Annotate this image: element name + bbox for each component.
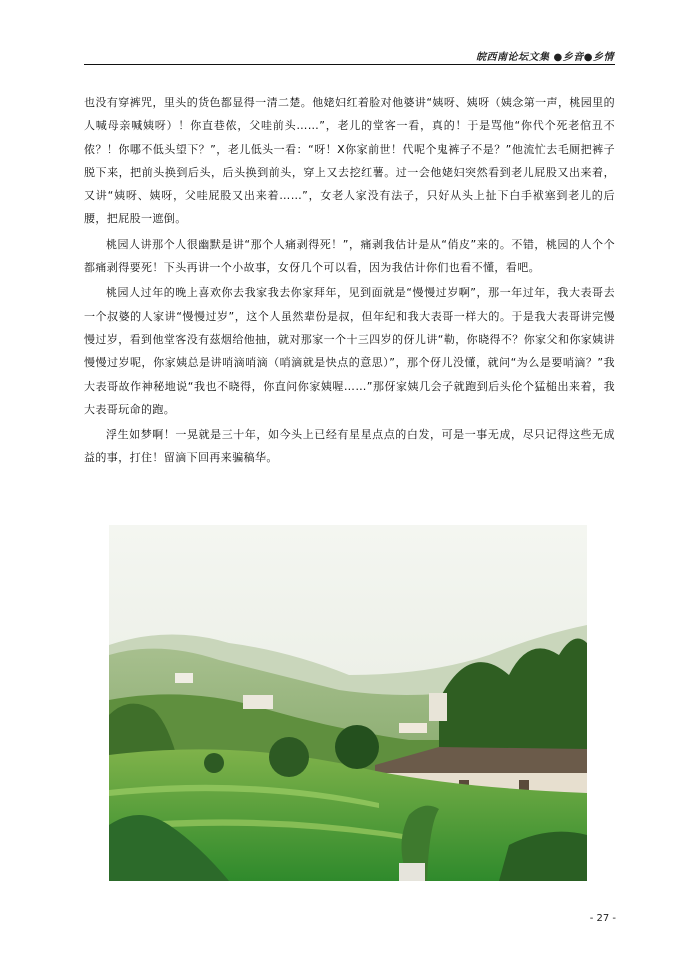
page-number: - 27 - bbox=[589, 913, 616, 924]
tall-house bbox=[429, 693, 447, 721]
paragraph-3: 桃园人过年的晚上喜欢你去我家我去你家拜年，见到面就是“慢慢过岁啊”，那一年过年，我大表哥去一个叔婆的人家讲“慢慢过岁”，这个人虽然辈份是叔，但年纪和我大表哥一样大的。于是我大表哥讲完慢慢过岁，看到他堂客没有茲烟给他抽，就对那家一个十三四岁的伢儿讲“勒，你晓得不？你家父和你家姨讲慢慢过岁呢，你家姨总是讲哨滴哨滴（哨滴就是快点的意思）”，那个伢儿没懂，就问“为么是要哨滴？”我大表哥故作神秘地说“我也不晓得，你直问你家姨喔……”那伢家姨几会子就跑到后头伦个猛槌出来着，我大表哥玩命的跑。 bbox=[84, 286, 615, 416]
hillside-house-2 bbox=[243, 695, 273, 709]
hillside-house-3 bbox=[399, 723, 427, 733]
header-rule bbox=[84, 64, 615, 65]
foreground-stone bbox=[399, 863, 425, 881]
tree-2 bbox=[335, 725, 379, 769]
hillside-house-1 bbox=[175, 673, 193, 683]
tree-1 bbox=[269, 737, 309, 777]
article-body bbox=[84, 91, 615, 470]
running-header-title: 皖西南论坛文集 ●乡音●乡情 bbox=[476, 52, 614, 63]
tree-3 bbox=[204, 753, 224, 773]
paragraph-4: 浮生如梦啊！一晃就是三十年，如今头上已经有星星点点的白发，可是一事无成，尽只记得这些无成益的事，打住！留滴下回再来骗稿华。 bbox=[84, 428, 615, 465]
village-landscape-photo bbox=[109, 525, 587, 881]
paragraph-2: 桃园人讲那个人很幽默是讲“那个人痛剥得死！”，痛剥我估计是从“俏皮”来的。不错，桃园的人个个都痛剥得要死！下头再讲一个小故事，女伢几个可以看，因为我估计你们也看不懂，看吧。 bbox=[84, 237, 615, 275]
paragraph-1: 也没有穿裤咒，里头的货色都显得一清二楚。他姥妇红着脸对他婆讲“姨呀、姨呀（姨念第一声，桃园里的人喊母亲喊姨呀）！你直巷侬，父哇前头……”，老儿的堂客一看，真的！于是骂他“你代个死老倌丑不侬？！你哪不低头望下？”，老儿低头一看：“呀！X你家前世！代呢个鬼裤子不是？”他流忙去毛厕把裤子脱下来，把前头换到后头，后头换到前头，穿上又去挖红薯。过一会他姥妇突然看到老儿屁股又出来着，又讲“姨呀、姨呀，父哇屁股又出来着……”，女老人家没有法子，只好从头上扯下白手袱塞到老儿的后腰，把屁股一遮倒。 bbox=[84, 96, 615, 226]
landscape-illustration bbox=[109, 525, 587, 881]
